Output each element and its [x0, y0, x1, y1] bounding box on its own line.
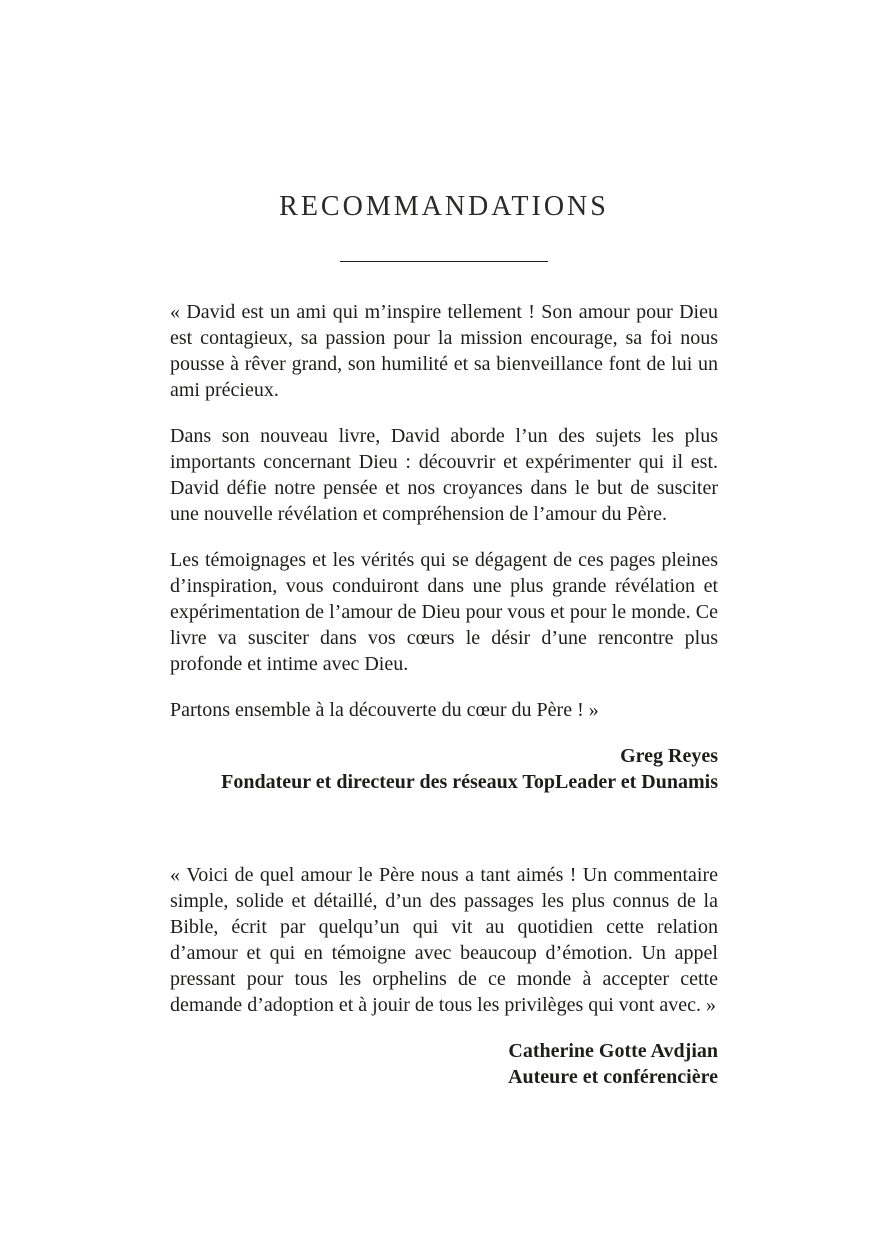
author-title: Fondateur et directeur des réseaux TopLeader et Dunamis: [221, 771, 718, 793]
recommendation-paragraph: « David est un ami qui m’inspire tellement ! Son amour pour Dieu est contagieux, sa passion pour la mission encourage, sa foi nous pousse à rêver grand, son humilité et sa bienveillance font de lui un ami précieux.: [170, 301, 718, 401]
text-column: [170, 0, 718, 1090]
signature-block: [170, 743, 718, 795]
recommendation-paragraph: Dans son nouveau livre, David aborde l’un des sujets les plus importants concernant Dieu : découvrir et expérimenter qui il est. David défie notre pensée et nos croyances dans le but de susciter une nouvelle révélation et compréhension de l’amour du Père.: [170, 425, 718, 525]
author-name: Greg Reyes: [620, 745, 718, 767]
author-title: Auteure et conférencière: [508, 1066, 718, 1088]
recommendation-paragraph: Les témoignages et les vérités qui se dégagent de ces pages pleines d’inspiration, vous conduiront dans une plus grande révélation et expérimentation de l’amour de Dieu pour vous et pour le monde. Ce livre va susciter dans vos cœurs le désir d’une rencontre plus profonde et intime avec Dieu.: [170, 549, 718, 675]
recommendation-paragraph: « Voici de quel amour le Père nous a tant aimés ! Un commentaire simple, solide et détaillé, d’un des passages les plus connus de la Bible, écrit par quelqu’un qui vit au quotidien cette relation d’amour et qui en témoigne avec beaucoup d’émotion. Un appel pressant pour tous les orphelins de ce monde à accepter cette demande d’adoption et à jouir de tous les privilèges qui vont avec. »: [170, 864, 718, 1016]
signature-block: [170, 1038, 718, 1090]
recommendation-paragraph: Partons ensemble à la découverte du cœur du Père ! »: [170, 699, 599, 721]
page-title: RECOMMANDATIONS: [279, 191, 609, 222]
author-name: Catherine Gotte Avdjian: [508, 1040, 718, 1062]
title-divider: [340, 261, 548, 262]
recommendation-greg-reyes: [170, 299, 718, 795]
recommendation-catherine-gotte-avdjian: [170, 862, 718, 1090]
